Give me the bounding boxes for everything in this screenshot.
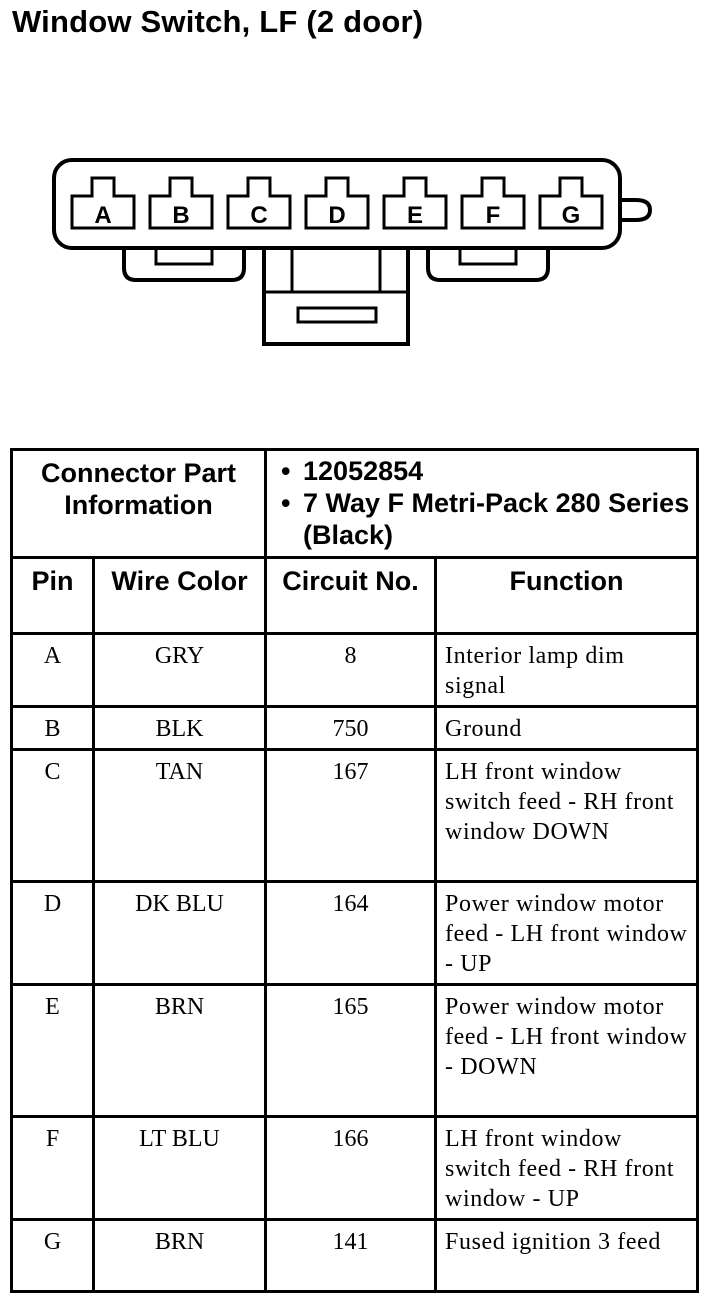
function-cell: LH front window switch feed - RH front window - UP bbox=[436, 1117, 698, 1220]
circuit-cell: 165 bbox=[266, 985, 436, 1117]
table-row bbox=[12, 882, 698, 985]
circuit-cell: 166 bbox=[266, 1117, 436, 1220]
connector-pin-f bbox=[462, 178, 524, 229]
table-row bbox=[12, 634, 698, 707]
connector-pin-label: D bbox=[328, 202, 346, 229]
pin-cell: E bbox=[12, 985, 94, 1117]
function-cell: Ground bbox=[436, 707, 698, 750]
part-info-label: Connector Part Information bbox=[12, 450, 266, 558]
table-row bbox=[12, 750, 698, 882]
col-header-circuit: Circuit No. bbox=[266, 558, 436, 634]
page-title: Window Switch, LF (2 door) bbox=[12, 4, 424, 39]
pin-cell: G bbox=[12, 1220, 94, 1292]
table-row bbox=[12, 1220, 698, 1292]
wire-color-cell: DK BLU bbox=[94, 882, 266, 985]
connector-pin-label: B bbox=[172, 202, 190, 229]
table-row bbox=[12, 985, 698, 1117]
connector-pin-label: C bbox=[250, 202, 268, 229]
wire-color-cell: BRN bbox=[94, 1220, 266, 1292]
col-header-function: Function bbox=[436, 558, 698, 634]
connector-diagram bbox=[0, 140, 704, 360]
circuit-cell: 750 bbox=[266, 707, 436, 750]
table-row bbox=[12, 707, 698, 750]
pin-cell: B bbox=[12, 707, 94, 750]
wire-color-cell: TAN bbox=[94, 750, 266, 882]
col-header-wire-color: Wire Color bbox=[94, 558, 266, 634]
wire-color-cell: LT BLU bbox=[94, 1117, 266, 1220]
circuit-cell: 164 bbox=[266, 882, 436, 985]
part-info-list bbox=[266, 450, 698, 558]
connector-pin-label: E bbox=[406, 202, 424, 229]
connector-pin-e bbox=[384, 178, 446, 229]
connector-pin-d bbox=[306, 178, 368, 229]
col-header-pin: Pin bbox=[12, 558, 94, 634]
part-description: • 7 Way F Metri-Pack 280 Series (Black) bbox=[303, 487, 690, 551]
connector-pin-a bbox=[72, 178, 134, 229]
function-cell: Power window motor feed - LH front window - DOWN bbox=[436, 985, 698, 1117]
pin-cell: D bbox=[12, 882, 94, 985]
connector-lock bbox=[264, 248, 408, 344]
function-cell: Power window motor feed - LH front window - UP bbox=[436, 882, 698, 985]
connector-pin-g bbox=[540, 178, 602, 229]
circuit-cell: 8 bbox=[266, 634, 436, 707]
circuit-cell: 141 bbox=[266, 1220, 436, 1292]
connector-pin-label: A bbox=[94, 202, 112, 229]
function-cell: Interior lamp dim signal bbox=[436, 634, 698, 707]
wire-color-cell: GRY bbox=[94, 634, 266, 707]
pin-cell: C bbox=[12, 750, 94, 882]
function-cell: Fused ignition 3 feed bbox=[436, 1220, 698, 1292]
connector-latch bbox=[620, 200, 650, 220]
connector-table bbox=[10, 448, 699, 1293]
pin-cell: A bbox=[12, 634, 94, 707]
connector-pin-label: G bbox=[561, 202, 581, 229]
circuit-cell: 167 bbox=[266, 750, 436, 882]
connector-pin-c bbox=[228, 178, 290, 229]
function-cell: LH front window switch feed - RH front window DOWN bbox=[436, 750, 698, 882]
connector-pin-b bbox=[150, 178, 212, 229]
wire-color-cell: BRN bbox=[94, 985, 266, 1117]
connector-pin-label: F bbox=[485, 202, 501, 229]
table-row bbox=[12, 1117, 698, 1220]
part-number: • 12052854 bbox=[303, 455, 690, 487]
pin-cell: F bbox=[12, 1117, 94, 1220]
wire-color-cell: BLK bbox=[94, 707, 266, 750]
